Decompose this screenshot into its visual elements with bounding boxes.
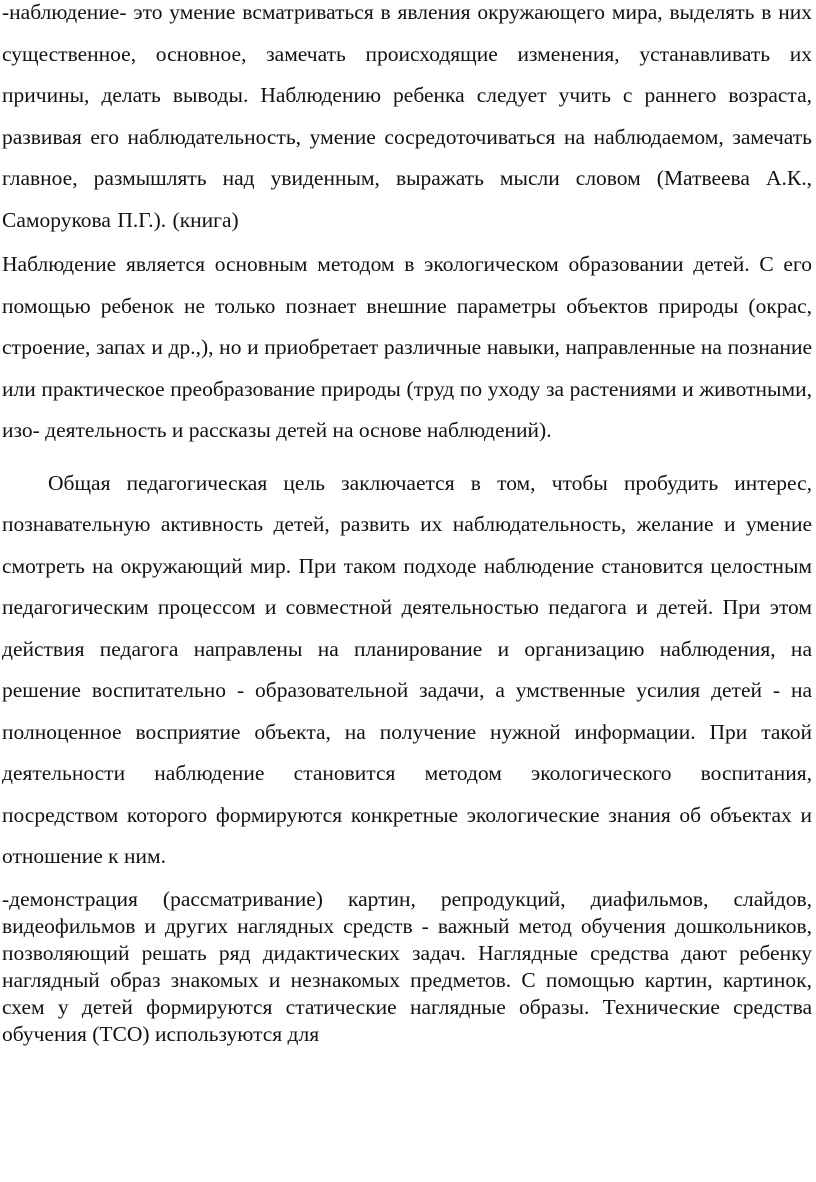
paragraph-observation-definition: -наблюдение- это умение всматриваться в явления окружающего мира, выделять в них существенное, основное, замечать происходящие изменения, устанавливать их причины, делать выводы. Наблюдению ребенка следует учить с раннего возраста, развивая его наблюдательность, умение сосредоточиваться на наблюдаемом, замечать главное, размышлять над увиденным, выражать мысли словом (Матвеева А.К., Саморукова П.Г.). (книга): [2, 0, 812, 232]
paragraph-demonstration: -демонстрация (рассматривание) картин, репродукций, диафильмов, слайдов, видеофильмов и других наглядных средств - важный метод обучения дошкольников, позволяющий решать ряд дидактических задач. Наглядные средства дают ребенку наглядный образ знакомых и незнакомых предметов. С помощью картин, картинок, схем у детей формируются статические наглядные образы. Технические средства обучения (ТСО) используются для: [2, 886, 812, 1046]
paragraph-pedagogical-goal: Общая педагогическая цель заключается в том, чтобы пробудить интерес, познавательную активность детей, развить их наблюдательность, желание и умение смотреть на окружающий мир. При таком подходе наблюдение становится целостным педагогическим процессом и совместной деятельностью педагога и детей. При этом действия педагога направлены на планирование и организацию наблюдения, на решение воспитательно - образовательной задачи, а умственные усилия детей - на полноценное восприятие объекта, на получение нужной информации. При такой деятельности наблюдение становится методом экологического воспитания, посредством которого формируются конкретные экологические знания об объектах и отношение к ним.: [2, 470, 812, 868]
paragraph-observation-method: Наблюдение является основным методом в экологическом образовании детей. С его помощью ребенок не только познает внешние параметры объектов природы (окрас, строение, запах и др.,), но и приобретает различные навыки, направленные на познание или практическое преобразование природы (труд по уходу за растениями и животными, изо- деятельность и рассказы детей на основе наблюдений).: [2, 252, 812, 442]
document-page: [2, 0, 812, 1182]
